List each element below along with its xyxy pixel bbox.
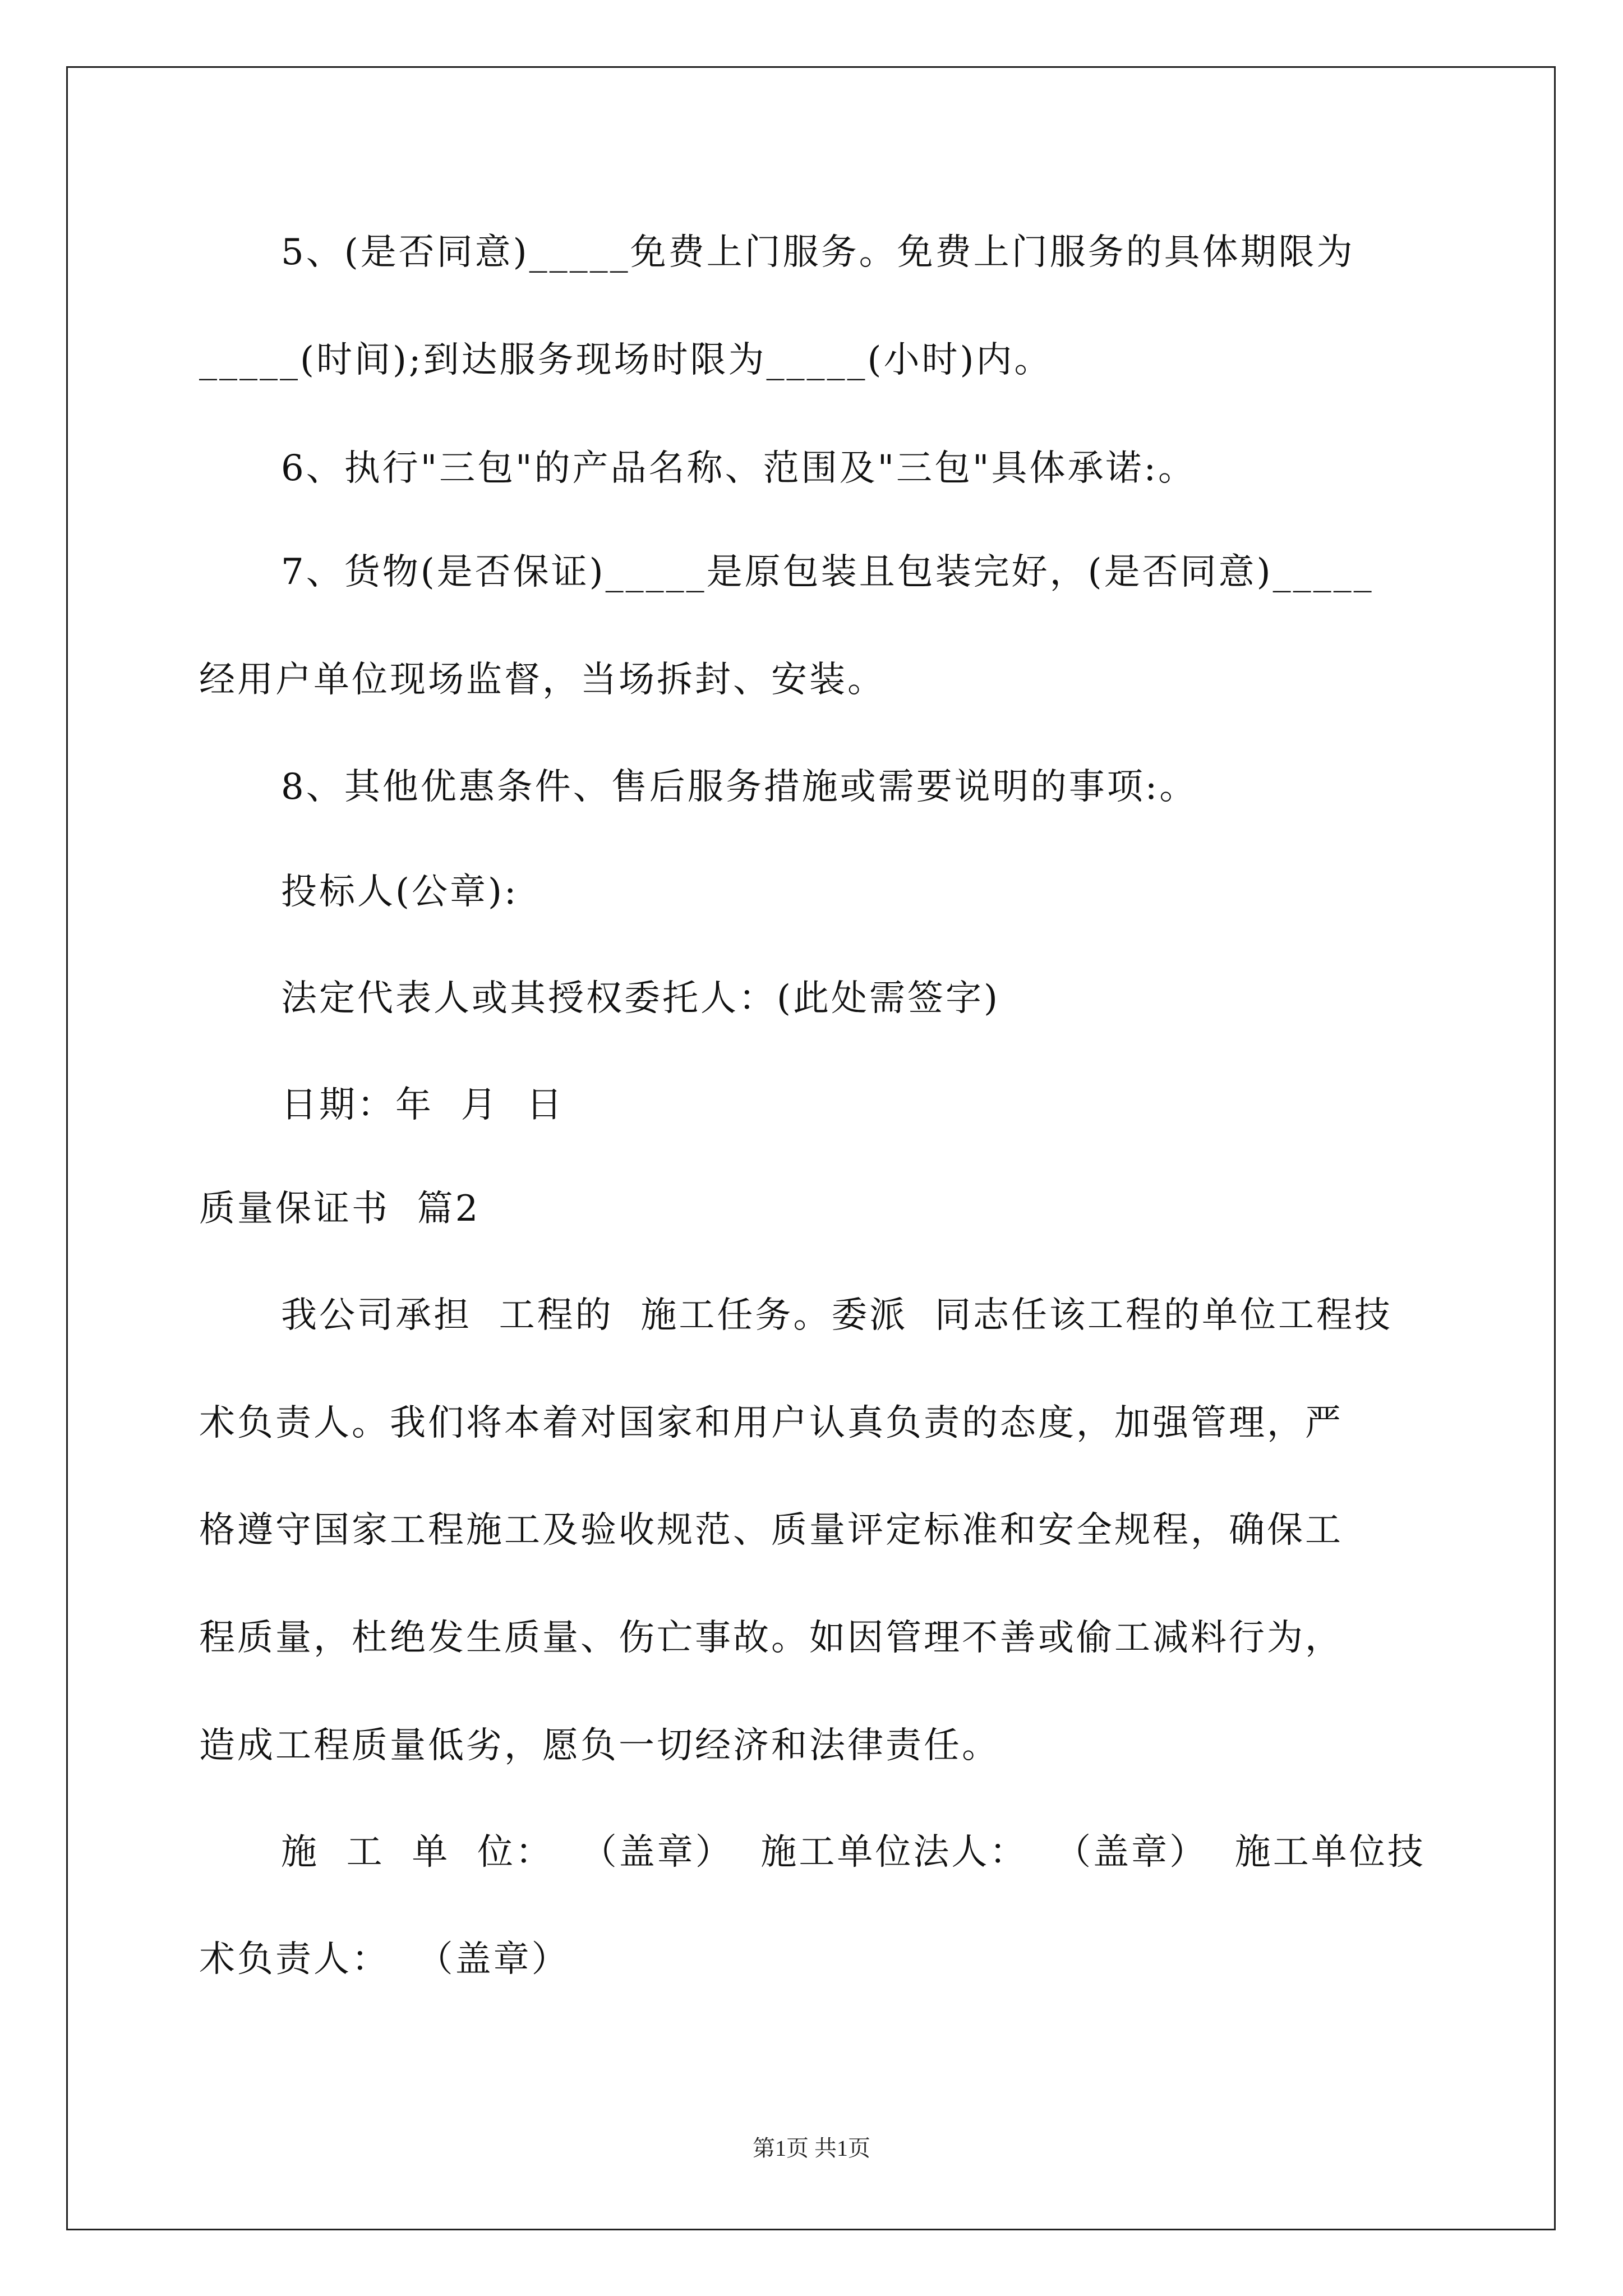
- legal-representative-line: 法定代表人或其授权委托人：(此处需签字): [281, 978, 1000, 1019]
- paragraph-item-5-line-2: _____(时间);到达服务现场时限为_____(小时)内。: [199, 339, 1053, 381]
- bidder-seal-line: 投标人(公章):: [281, 871, 519, 913]
- paragraph-item-7-line-2: 经用户单位现场监督，当场拆封、安装。: [199, 659, 886, 701]
- paragraph-item-8: 8、其他优惠条件、售后服务措施或需要说明的事项:。: [281, 766, 1198, 808]
- body-paragraph-line-5: 造成工程质量低劣，愿负一切经济和法律责任。: [199, 1725, 1000, 1766]
- section-heading: 质量保证书 篇2: [199, 1188, 481, 1230]
- paragraph-item-6: 6、执行"三包"的产品名称、范围及"三包"具体承诺:。: [281, 448, 1197, 489]
- page-number-footer: 第1页 共1页: [753, 2136, 870, 2161]
- body-paragraph-line-2: 术负责人。我们将本着对国家和用户认真负责的态度，加强管理，严: [199, 1402, 1343, 1444]
- signature-line-1: 施 工 单 位： （盖章） 施工单位法人： （盖章） 施工单位技: [281, 1832, 1426, 1873]
- body-paragraph-line-3: 格遵守国家工程施工及验收规范、质量评定标准和安全规程，确保工: [199, 1510, 1343, 1551]
- paragraph-item-7-line-1: 7、货物(是否保证)_____是原包装且包装完好，(是否同意)_____: [281, 551, 1374, 593]
- paragraph-item-5-line-1: 5、(是否同意)_____免费上门服务。免费上门服务的具体期限为: [281, 232, 1355, 273]
- page-border: [66, 66, 1556, 2230]
- date-line: 日期：年 月 日: [281, 1084, 565, 1126]
- signature-line-2: 术负责人： （盖章）: [199, 1939, 570, 1980]
- body-paragraph-line-1: 我公司承担 工程的 施工任务。委派 同志任该工程的单位工程技: [281, 1295, 1393, 1336]
- body-paragraph-line-4: 程质量，杜绝发生质量、伤亡事故。如因管理不善或偷工减料行为，: [199, 1617, 1343, 1659]
